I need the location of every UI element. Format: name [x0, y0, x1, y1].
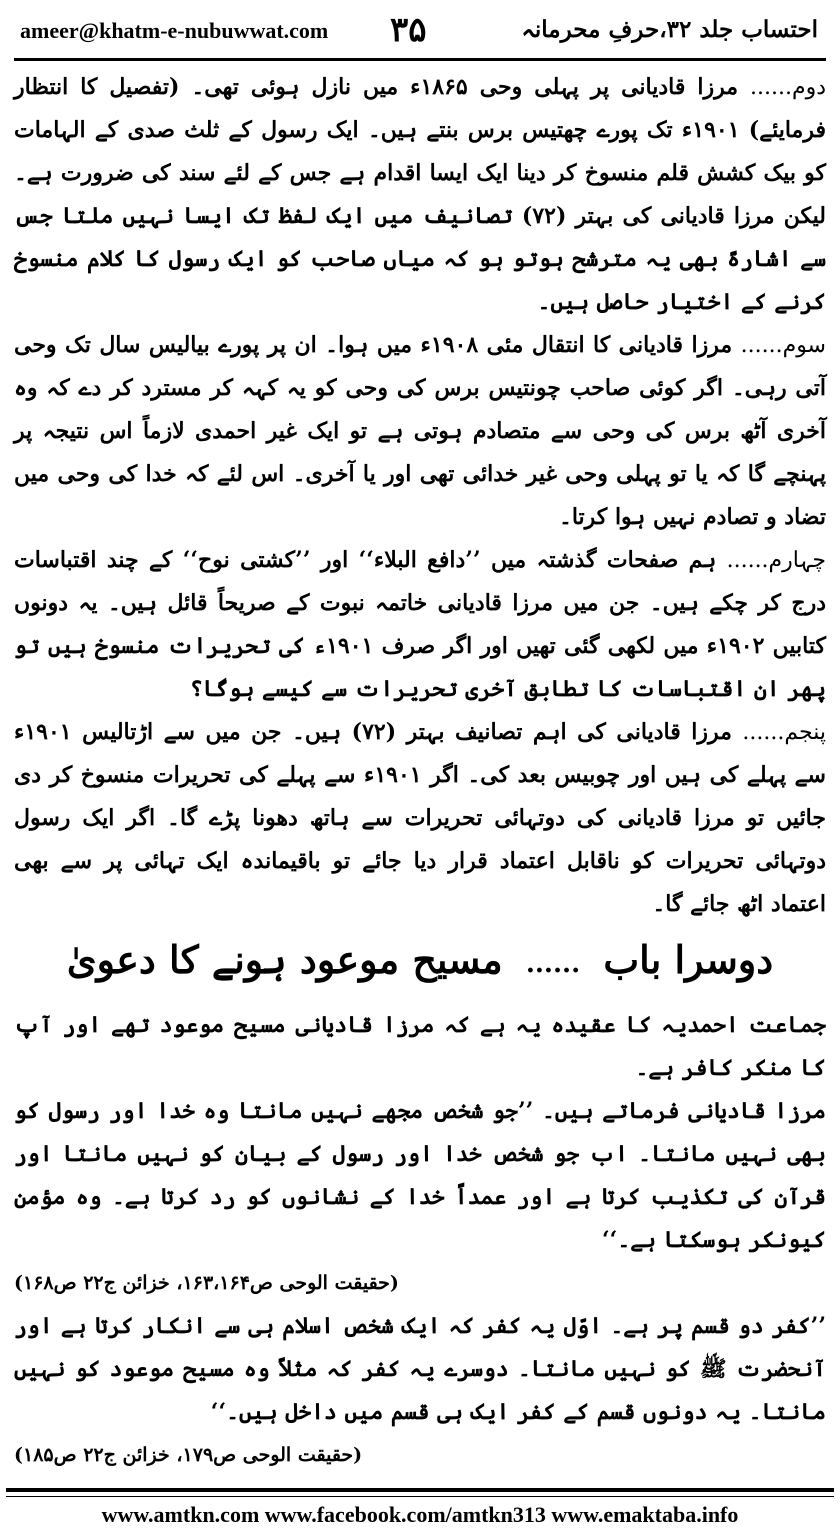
- page-header: [14, 8, 826, 58]
- paragraph-text: مرزا قادیانی کا انتقال مئی ۱۹۰۸ء میں ہوا۔ ان پر پورے بیالیس سال تک وحی آتی رہی۔ اگر کوئی صاحب چونتیس برس کی وحی کو یہ کہہ کر مسترد کر دے کہ وہ آخری آٹھ برس کی وحی سے متصادم ہوتی ہے تو ایک غیر احمدی لازماً اس نتیجہ پر پہنچے گا کہ یا تو پہلی وحی غیر خدائی تھی اور یا آخری۔ اس لئے کہ خدا کی وحی میں تضاد و تصادم نہیں ہوا کرتا۔: [14, 332, 826, 530]
- section-paragraph: جماعت احمدیہ کا عقیدہ یہ ہے کہ مرزا قادیانی مسیح موعود تھے اور آپ کا منکر کافر ہے۔: [14, 1011, 826, 1081]
- paragraph-panjum: [14, 711, 826, 926]
- quote-paragraph: ’’کفر دو قسم پر ہے۔ اوّل یہ کفر کہ ایک شخص اسلام ہی سے انکار کرتا ہے اور آنحضرت ﷺ کو نہیں مانتا۔ دوسرے یہ کفر کہ مثلاً وہ مسیح موعود کو نہیں مانتا۔ یہ دونوں قسم کے کفر ایک ہی قسم میں داخل ہیں۔‘‘: [14, 1312, 826, 1425]
- footer-links: www.amtkn.com www.facebook.com/amtkn313 www.emaktaba.info: [101, 1502, 739, 1527]
- paragraph-dom: [14, 66, 826, 324]
- section-heading-dots: ......: [525, 948, 581, 979]
- paragraph-text: مرزا قادیانی پر پہلی وحی ۱۸۶۵ء میں نازل ہوئی تھی۔ (تفصیل کا انتظار فرمایئے) ۱۹۰۱ء تک پورے چھتیس برس بنتے ہیں۔ ایک رسول کے ثلث صدی کے الہامات کو بیک کشش قلم منسوخ کر دینا ایک ایسا اقدام ہے جس کے لئے سند کی ضرورت ہے۔ لیکن مرزا قادیانی کی بہتر (۷۲) تصانیف میں ایک لفظ تک ایسا نہیں ملتا جس سے اشارۃً بھی یہ مترشح ہوتو ہو کہ میاں صاحب کو ایک رسول کا کلام منسوخ کرنے کے اختیار حاصل ہیں۔: [14, 74, 826, 315]
- reference-line: [14, 1434, 826, 1477]
- paragraph-lead: پنجم......: [742, 720, 826, 745]
- header-email: ameer@khatm-e-nubuwwat.com: [20, 18, 329, 43]
- paragraph-lead: سوم......: [740, 333, 826, 358]
- paragraph-som: [14, 324, 826, 539]
- header-rule: [14, 58, 826, 61]
- paragraph-chaharum: [14, 539, 826, 711]
- reference-line: [14, 1262, 826, 1305]
- page-number: ۳۵: [390, 10, 427, 50]
- reference: (حقیقت الوحی ص۱۶۳،۱۶۴، خزائن ج۲۲ ص۱۶۸): [14, 1271, 399, 1294]
- paragraph-lead: دوم......: [750, 75, 827, 100]
- page-body: [14, 66, 826, 1477]
- reference: (حقیقت الوحی ص۱۷۹، خزائن ج۲۲ ص۱۸۵): [14, 1443, 363, 1466]
- quote-paragraph: مرزا قادیانی فرماتے ہیں۔ ’’جو شخص مجھے نہیں مانتا وہ خدا اور رسول کو بھی نہیں مانتا۔ اب جو شخص خدا اور رسول کے بیان کو نہیں مانتا اور قرآن کی تکذیب کرتا ہے اور عمداً خدا کے نشانوں کو رد کرتا ہے۔ وہ مؤمن کیونکر ہوسکتا ہے۔‘‘: [14, 1097, 826, 1253]
- paragraph-text: مرزا قادیانی کی اہم تصانیف بہتر (۷۲) ہیں۔ جن میں سے اڑتالیس ۱۹۰۱ء سے پہلے کی ہیں اور چوبیس بعد کی۔ اگر ۱۹۰۱ء سے پہلے کی تحریرات منسوخ کر دی جائیں تو مرزا قادیانی کی دوتہائی تحریرات سے ہاتھ دھونا پڑے گا۔ اگر ایک رسول دوتہائی تحریرات کو ناقابل اعتماد قرار دیا جائے تو باقیماندہ ایک تہائی پر سے بھی اعتماد اٹھ جائے گا۔: [14, 719, 826, 917]
- footer-rule: [6, 1488, 834, 1497]
- section-heading: [14, 930, 826, 994]
- running-title: احتساب جلد ۳۲،حرفِ محرمانہ: [521, 16, 818, 43]
- section-heading-left: دوسرا باب: [603, 937, 774, 982]
- paragraph-lead: چہارم......: [726, 548, 826, 573]
- paragraph-text: ہم صفحات گذشتہ میں ’’دافع البلاء‘‘ اور ’’کشتی نوح‘‘ کے چند اقتباسات درج کر چکے ہیں۔ جن میں مرزا قادیانی خاتمہ نبوت کے صریحاً قائل ہیں۔ یہ دونوں کتابیں ۱۹۰۲ء میں لکھی گئی تھیں اور اگر صرف ۱۹۰۱ء کی تحریرات منسوخ ہیں تو پھر ان اقتباسات کا تطابق آخری تحریرات سے کیسے ہوگا؟: [14, 547, 827, 702]
- section-heading-right: مسیح موعود ہونے کا دعویٰ: [66, 937, 503, 982]
